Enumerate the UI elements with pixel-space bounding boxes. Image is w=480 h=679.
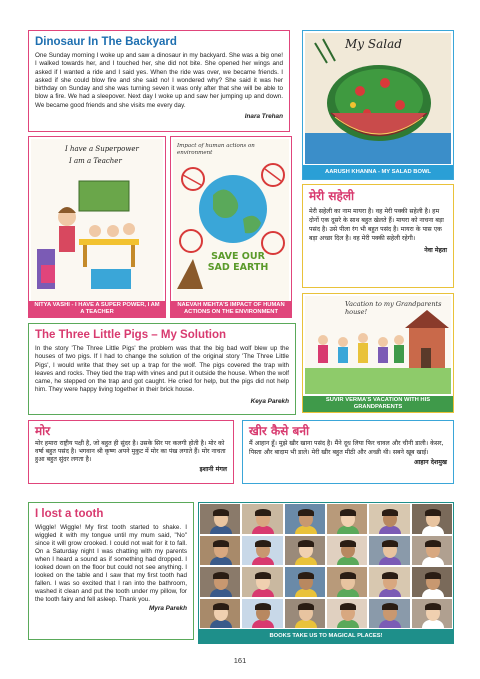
- dinosaur-story-author: Inara Trehan: [244, 113, 283, 121]
- participant-body: [422, 620, 444, 629]
- pigs-story-box: [28, 323, 296, 415]
- kheer-body: मैं आहान हूँ। मुझे खीर खाना पसंद है। मैंने दूध लिया फिर चावल और चीनी डाली। केसर, पिस्ता और बादाम भी डाले। मेरी खीर बहुत मीठी और अच्छी थी। सबने खूब खाई।: [249, 440, 444, 456]
- video-participant-tile: [284, 566, 326, 598]
- participant-hair: [425, 540, 441, 547]
- video-participant-tile: [368, 598, 410, 630]
- video-participant-tile: [199, 598, 241, 630]
- participant-body: [379, 589, 401, 598]
- page-number: 161: [233, 656, 247, 665]
- participant-body: [252, 589, 274, 598]
- participant-hair: [213, 572, 229, 579]
- earth-caption: NAEVAH MEHTA'S IMPACT OF HUMAN ACTIONS ON THE ENVIRONMENT: [171, 301, 291, 317]
- kheer-box: [242, 420, 454, 484]
- video-participant-tile: [368, 535, 410, 567]
- video-participant-tile: [199, 503, 241, 535]
- participant-hair: [425, 509, 441, 516]
- participant-hair: [255, 603, 271, 610]
- participant-hair: [255, 509, 271, 516]
- participant-body: [337, 620, 359, 629]
- video-participant-tile: [411, 598, 453, 630]
- participant-body: [210, 620, 232, 629]
- superpower-artwork-frame: [28, 136, 166, 318]
- participant-hair: [213, 603, 229, 610]
- participant-body: [252, 557, 274, 566]
- participant-hair: [298, 572, 314, 579]
- meri-saheli-box: [302, 184, 454, 288]
- pigs-story-title: The Three Little Pigs – My Solution: [35, 329, 227, 341]
- participant-body: [295, 620, 317, 629]
- salad-bowl-illustration: [305, 33, 451, 164]
- salad-drawing-text: My Salad: [345, 37, 402, 51]
- participant-hair: [213, 509, 229, 516]
- video-participant-tile: [241, 598, 283, 630]
- participant-hair: [340, 540, 356, 547]
- video-participant-tile: [199, 566, 241, 598]
- participant-hair: [425, 603, 441, 610]
- participant-body: [210, 557, 232, 566]
- participant-body: [210, 589, 232, 598]
- video-participant-tile: [241, 503, 283, 535]
- vacation-drawing-text: Vacation to my Grandparents house!: [345, 300, 442, 316]
- meri-saheli-author: नेवा मेहता: [424, 247, 447, 254]
- video-participant-tile: [411, 566, 453, 598]
- participant-body: [337, 589, 359, 598]
- video-participant-tile: [326, 535, 368, 567]
- superpower-caption: NITYA VASHI - I HAVE A SUPER POWER, I AM A TEACHER: [29, 301, 165, 317]
- kheer-author: आहान देशमुख: [413, 459, 447, 466]
- participant-body: [379, 526, 401, 535]
- participant-hair: [340, 572, 356, 579]
- video-participant-tile: [284, 535, 326, 567]
- participant-hair: [298, 540, 314, 547]
- dinosaur-story-body: One Sunday morning I woke up and saw a dinosaur in my backyard. She was a big one! I walked towards her, and I touched her, she did not bite. She opened her wings and asked if I wanted a ride and I said yes. When the ride was over, we became friends. I asked if she could blow fire and she said no! I wondered why? She said it was her birthday on Sunday and she was turning seven it was only after that she will be able to blow a fire. We had a sleepover. Next day I woke up and saw her jumping up and down. We became good friends and she visits me every day.: [35, 52, 283, 109]
- salad-drawing: [305, 33, 451, 164]
- participant-hair: [340, 509, 356, 516]
- video-participant-tile: [241, 535, 283, 567]
- video-call-frame: [198, 502, 454, 644]
- earth-drawing: [173, 139, 289, 301]
- tooth-story-title: I lost a tooth: [35, 508, 104, 520]
- video-participant-tile: [284, 598, 326, 630]
- meri-saheli-title: मेरी सहेली: [309, 189, 355, 203]
- participant-body: [379, 620, 401, 629]
- participant-hair: [213, 540, 229, 547]
- participant-body: [252, 526, 274, 535]
- dinosaur-story-box: [28, 30, 290, 132]
- video-participant-tile: [368, 503, 410, 535]
- meri-saheli-body: मेरी सहेली का नाम मायरा है। वह मेरी पक्की सहेली है। हम दोनों एक दूसरे के साथ बहुत खेलते हैं। मायरा को नाचना बड़ा पसंद है। उसे पीला रंग भी बहुत पसंद है। मायरा के पास एक बड़ा अच्छा दिल है। वह मेरी पक्की सहेली रहेगी।: [309, 208, 444, 242]
- participant-hair: [298, 509, 314, 516]
- vacation-drawing: [305, 296, 451, 394]
- salad-artwork-frame: [302, 30, 454, 180]
- superpower-drawing: [31, 139, 163, 301]
- participant-hair: [382, 540, 398, 547]
- earth-drawing-text-2: SAVE OUR SAD EARTH: [207, 251, 269, 273]
- participant-body: [422, 589, 444, 598]
- vacation-artwork-frame: [302, 293, 454, 413]
- tooth-story-box: [28, 502, 194, 640]
- participant-body: [422, 526, 444, 535]
- video-participant-tile: [326, 503, 368, 535]
- vacation-caption: SUVIR VERMA'S VACATION WITH HIS GRANDPARENTS: [303, 396, 453, 412]
- participant-body: [337, 557, 359, 566]
- participant-body: [295, 589, 317, 598]
- participant-body: [295, 526, 317, 535]
- participant-hair: [382, 603, 398, 610]
- participant-hair: [298, 603, 314, 610]
- mor-body: मोर हमारा राष्ट्रीय पक्षी है, जो बहुत ही सुंदर है। उसके सिर पर कलगी होती है। मोर को वर्षा बहुत पसंद है। भगवान श्री कृष्ण अपने मुकुट में मोर का पंख लगाते हैं। मोर नाचता हुआ बहुत सुंदर लगता है।: [35, 440, 226, 463]
- video-participant-tile: [326, 566, 368, 598]
- participant-body: [295, 557, 317, 566]
- participant-hair: [382, 509, 398, 516]
- participant-body: [422, 557, 444, 566]
- video-participant-tile: [241, 566, 283, 598]
- mor-title: मोर: [35, 424, 51, 438]
- salad-caption: AARUSH KHANNA - MY SALAD BOWL: [303, 165, 453, 179]
- video-call-caption: BOOKS TAKE US TO MAGICAL PLACES!: [199, 629, 453, 643]
- video-participant-tile: [368, 566, 410, 598]
- video-participant-tile: [411, 535, 453, 567]
- tooth-story-author: Myra Parekh: [148, 605, 187, 612]
- mor-box: [28, 420, 234, 484]
- video-participant-tile: [199, 535, 241, 567]
- pigs-story-author: Keya Parekh: [250, 397, 289, 405]
- video-participant-tile: [326, 598, 368, 630]
- pigs-story-body: In the story 'The Three Little Pigs' the problem was that the big bad wolf blew up the houses of two pigs. If I had to change the solution of the original story 'The Three Little Pigs', I would write that they set up a trap for the wolf. The pigs covered the trap with leaves and rocks. They tied the trap with vines and put it outside the house. When the wolf came, he stepped on the trap and got caught. He cried for help, but the pigs did not help him. They were happy living together in their brick house.: [35, 345, 289, 394]
- sad-earth-illustration: [173, 139, 289, 301]
- participant-body: [252, 620, 274, 629]
- dinosaur-story-title: Dinosaur In The Backyard: [35, 36, 177, 48]
- participant-body: [379, 557, 401, 566]
- superpower-drawing-text-2: I am a Teacher: [69, 157, 122, 165]
- mor-author: इशानी मंगल: [199, 466, 227, 473]
- video-participant-tile: [284, 503, 326, 535]
- participant-hair: [425, 572, 441, 579]
- kheer-title: खीर कैसे बनी: [249, 424, 310, 438]
- superpower-drawing-text-1: I have a Superpower: [65, 145, 139, 153]
- participant-hair: [340, 603, 356, 610]
- participant-hair: [255, 572, 271, 579]
- participant-hair: [382, 572, 398, 579]
- earth-artwork-frame: [170, 136, 292, 318]
- earth-drawing-text-1: Impact of human actions on environment: [177, 143, 255, 156]
- participant-hair: [255, 540, 271, 547]
- tooth-story-body: Wiggle! Wiggle! My first tooth started to shake. I wiggled it with my tongue until my mum said, "No" since it will grow crooked. I could not wait for it to fall. On a Saturday night I was chatting with my parents when I heard a sound as if something had dropped. I looked down on the floor but could not see anything. I looked on the table and I saw that my first tooth had fallen. I was so excited that I ran into the bathroom, washed it clean and put the tooth under my pillow, for the tooth fairy and fell asleep. Thank you.: [35, 524, 187, 603]
- video-participant-tile: [411, 503, 453, 535]
- participant-body: [337, 526, 359, 535]
- video-call-grid: [199, 503, 453, 629]
- participant-body: [210, 526, 232, 535]
